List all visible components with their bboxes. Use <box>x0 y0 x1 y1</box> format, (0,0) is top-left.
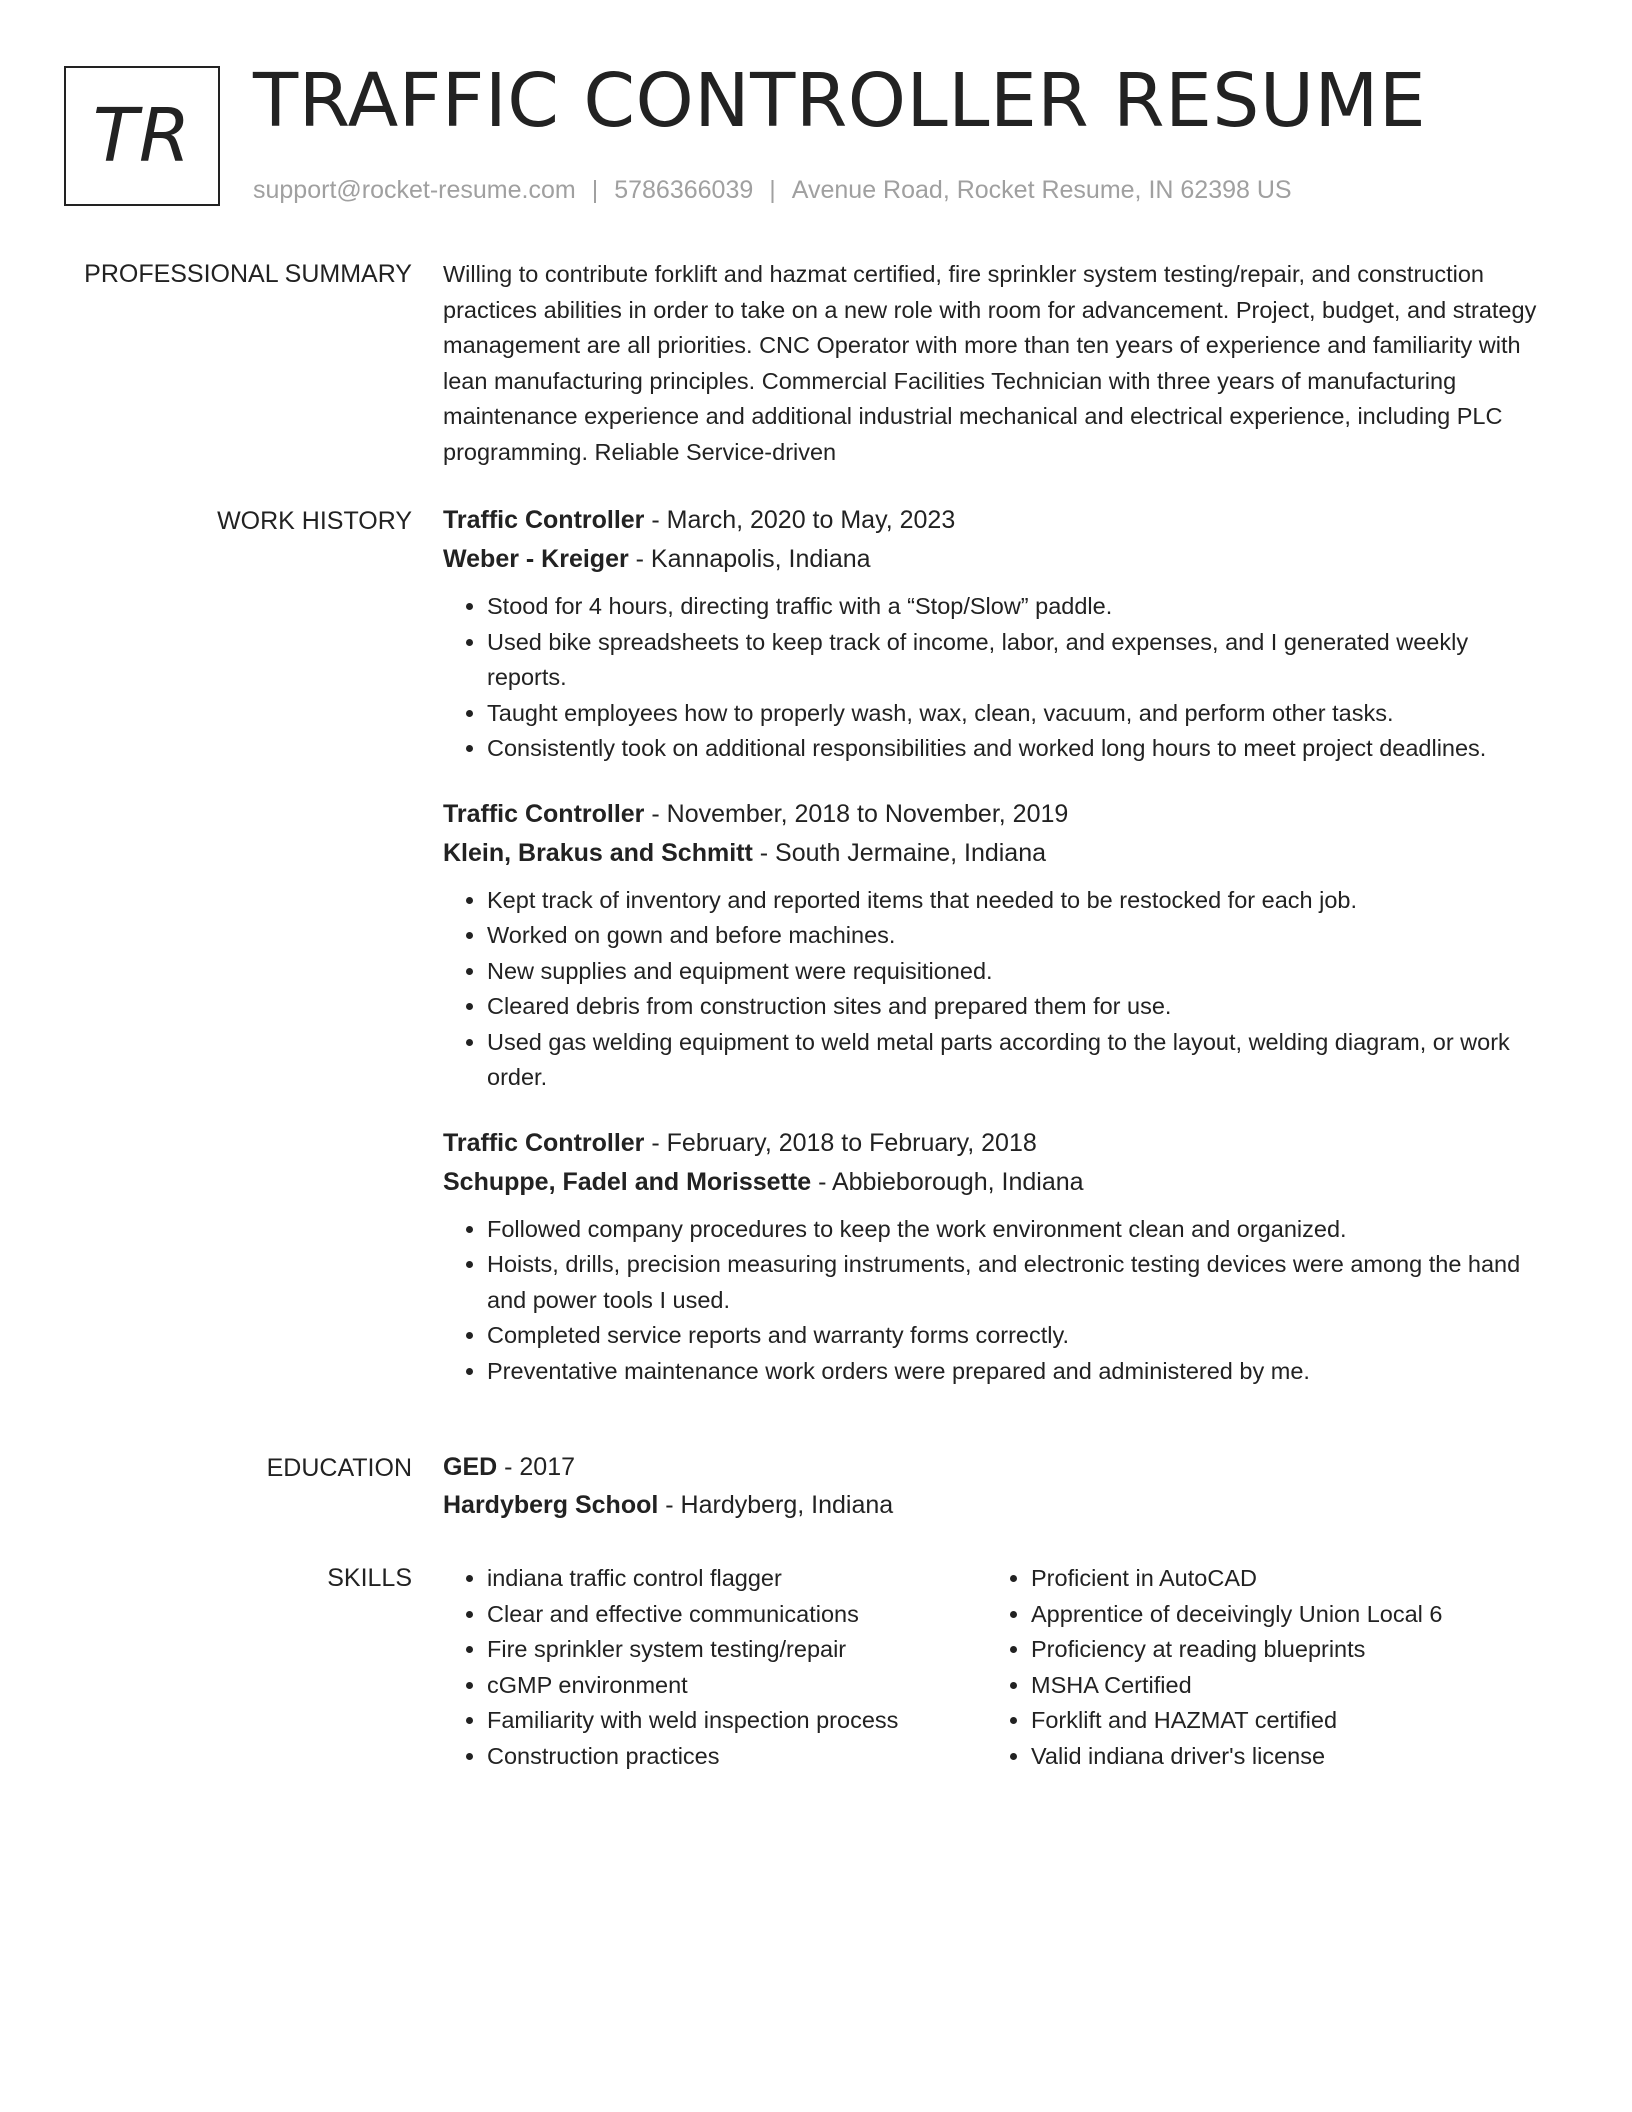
job-title: Traffic Controller <box>443 799 645 828</box>
summary-section <box>443 257 1553 470</box>
list-item: • Proficiency at reading blueprints <box>1031 1632 1531 1668</box>
education-location: - Hardyberg, Indiana <box>658 1491 894 1519</box>
education-year: - 2017 <box>497 1453 576 1481</box>
list-item: • Consistently took on additional responsibilities and worked long hours to meet project deadlines. <box>487 731 1553 767</box>
list-item: • Worked on gown and before machines. <box>487 918 1553 954</box>
list-item: • indiana traffic control flagger <box>487 1561 987 1597</box>
section-label-work-history: WORK HISTORY <box>217 507 412 535</box>
list-item: • Forklift and HAZMAT certified <box>1031 1703 1531 1739</box>
section-label-education: EDUCATION <box>266 1454 412 1482</box>
job-title: Traffic Controller <box>443 1128 645 1157</box>
contact-address: Avenue Road, Rocket Resume, IN 62398 US <box>791 176 1292 204</box>
skills-list-left <box>443 1561 987 1774</box>
education-degree-line <box>443 1448 1553 1486</box>
list-item: • Clear and effective communications <box>487 1597 987 1633</box>
list-item: • Valid indiana driver's license <box>1031 1739 1531 1775</box>
contact-phone: 5786366039 <box>614 176 754 204</box>
job-title-line <box>443 1124 1553 1163</box>
list-item: • Used gas welding equipment to weld metal parts according to the layout, welding diagram, or work order. <box>487 1025 1553 1096</box>
section-label-summary: PROFESSIONAL SUMMARY <box>84 260 412 288</box>
list-item: • Proficient in AutoCAD <box>1031 1561 1531 1597</box>
job-company: Klein, Brakus and Schmitt <box>443 838 753 867</box>
list-item: • Familiarity with weld inspection process <box>487 1703 987 1739</box>
job-entry <box>443 1124 1553 1390</box>
list-item: • Kept track of inventory and reported items that needed to be restocked for each job. <box>487 883 1553 919</box>
skills-section <box>443 1561 1553 1774</box>
education-degree: GED <box>443 1453 498 1481</box>
monogram-box <box>64 66 220 206</box>
list-item: • Completed service reports and warranty forms correctly. <box>487 1318 1553 1354</box>
section-label-skills: SKILLS <box>327 1564 412 1592</box>
job-entry <box>443 501 1553 767</box>
education-section <box>443 1448 1553 1524</box>
list-item: • Stood for 4 hours, directing traffic with a “Stop/Slow” paddle. <box>487 589 1553 625</box>
job-dates: - February, 2018 to February, 2018 <box>644 1128 1037 1157</box>
list-item: • Fire sprinkler system testing/repair <box>487 1632 987 1668</box>
list-item: • Used bike spreadsheets to keep track of income, labor, and expenses, and I generated weekly reports. <box>487 625 1553 696</box>
job-bullets <box>443 883 1553 1096</box>
skills-list-right <box>987 1561 1531 1774</box>
job-entry <box>443 795 1553 1096</box>
list-item: • Preventative maintenance work orders were prepared and administered by me. <box>487 1354 1553 1390</box>
job-title-line <box>443 501 1553 540</box>
contact-email: support@rocket-resume.com <box>253 176 576 204</box>
job-company: Schuppe, Fadel and Morissette <box>443 1167 812 1196</box>
job-location: - South Jermaine, Indiana <box>752 838 1047 867</box>
job-company-line <box>443 834 1553 873</box>
monogram-initials: TR <box>92 93 192 179</box>
list-item: • Apprentice of deceivingly Union Local 6 <box>1031 1597 1531 1633</box>
list-item: • Cleared debris from construction sites and prepared them for use. <box>487 989 1553 1025</box>
job-bullets <box>443 1212 1553 1390</box>
resume-title: TRAFFIC CONTROLLER RESUME <box>253 58 1427 144</box>
education-school-line <box>443 1486 1553 1524</box>
list-item: • Followed company procedures to keep the work environment clean and organized. <box>487 1212 1553 1248</box>
job-location: - Kannapolis, Indiana <box>628 545 871 573</box>
work-history-section <box>443 501 1553 1417</box>
job-location: - Abbieborough, Indiana <box>811 1167 1084 1196</box>
job-company: Weber - Kreiger <box>443 545 629 573</box>
list-item: • New supplies and equipment were requisitioned. <box>487 954 1553 990</box>
list-item: • MSHA Certified <box>1031 1668 1531 1704</box>
job-company-line <box>443 540 1553 579</box>
list-item: • Taught employees how to properly wash, wax, clean, vacuum, and perform other tasks. <box>487 696 1553 732</box>
contact-line <box>253 174 1292 206</box>
contact-separator: | <box>769 176 776 204</box>
job-title-line <box>443 795 1553 834</box>
summary-text: Willing to contribute forklift and hazmat certified, fire sprinkler system testing/repair, and construction practices abilities in order to take on a new role with room for advancement. Project, budget, and strategy management are all priorities. CNC Operator with more than ten years of experience and familiarity with lean manufacturing principles. Commercial Facilities Technician with three years of manufacturing maintenance experience and additional industrial mechanical and electrical experience, including PLC programming. Reliable Service-driven <box>443 261 1537 465</box>
job-company-line <box>443 1163 1553 1202</box>
list-item: • Construction practices <box>487 1739 987 1775</box>
contact-separator: | <box>591 176 599 204</box>
job-dates: - November, 2018 to November, 2019 <box>644 799 1069 828</box>
list-item: • cGMP environment <box>487 1668 987 1704</box>
education-school: Hardyberg School <box>443 1491 659 1519</box>
list-item: • Hoists, drills, precision measuring instruments, and electronic testing devices were among the hand and power tools I used. <box>487 1247 1553 1318</box>
job-bullets <box>443 589 1553 767</box>
job-dates: - March, 2020 to May, 2023 <box>644 506 956 534</box>
job-title: Traffic Controller <box>443 506 645 534</box>
